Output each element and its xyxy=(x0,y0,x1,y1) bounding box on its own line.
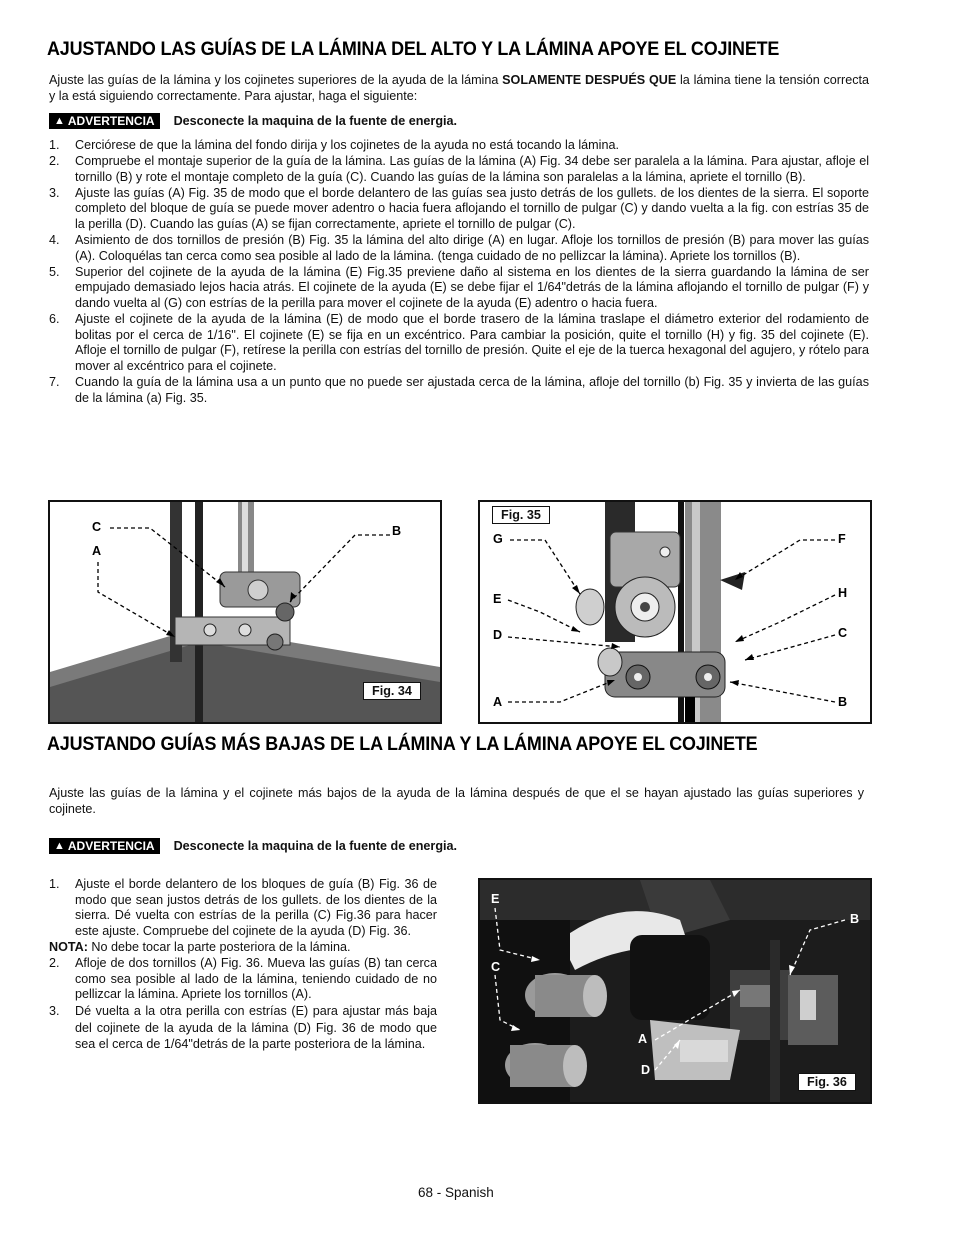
list-item: 7. Cuando la guía de la lámina usa a un punto que no puede ser ajustada cerca de la lámina, afloje del tornillo (b) Fig. 35 y invierta de las guías de la lámina (a) Fig. 35. xyxy=(49,374,869,405)
section1-title: AJUSTANDO LAS GUÍAS DE LA LÁMINA DEL ALTO Y LA LÁMINA APOYE EL COJINETE xyxy=(47,38,780,60)
warning-triangle-icon: ▲ xyxy=(54,115,65,127)
section1-warning xyxy=(49,113,457,129)
fig34-callout-b: B xyxy=(392,524,402,538)
fig36-callout-b: B xyxy=(850,912,860,926)
fig36-callout-a: A xyxy=(638,1032,648,1046)
list-item: 5. Superior del cojinete de la ayuda de la lámina (E) Fig.35 previene daño al sistema en los dientes de la sierra guardando la lámina de ser empujado demasiado lejos hacia atrás. El cojinete de la ayuda (E) se debe fijar el 1/64"detrás de la lámina aflojando el tornillo de pulgar (F) y dando vuelta al (G) con estrías de la perilla para mover el cojinete de la ayuda (E) adentro o hacia fuera. xyxy=(49,264,869,310)
fig35-callout-g: G xyxy=(493,532,503,546)
fig36-label: Fig. 36 xyxy=(798,1073,856,1091)
section2-intro: Ajuste las guías de la lámina y el cojinete más bajos de la ayuda de la lámina después de que el se hayan ajustado las guías superiores y cojinete. xyxy=(49,786,864,816)
warning-triangle-icon: ▲ xyxy=(54,840,65,852)
fig36-callout-e: E xyxy=(491,892,500,906)
section1-intro: Ajuste las guías de la lámina y los cojinetes superiores de la ayuda de la lámina SOLAMENTE DESPUÉS QUE la lámina tiene la tensión correcta y la está siguiendo correctamente. Para ajustar, haga el siguiente: xyxy=(49,73,869,103)
section1-steps xyxy=(49,138,869,407)
fig35-callout-c: C xyxy=(838,626,848,640)
fig34-photo xyxy=(48,500,442,724)
fig34-callout-c: C xyxy=(92,520,102,534)
page-footer: 68 - Spanish xyxy=(418,1185,494,1200)
section2-title: AJUSTANDO GUÍAS MÁS BAJAS DE LA LÁMINA Y LA LÁMINA APOYE EL COJINETE xyxy=(47,733,758,755)
fig36-callout-c: C xyxy=(491,960,501,974)
warning-badge: ▲ ADVERTENCIA xyxy=(49,113,160,129)
fig35-callout-d: D xyxy=(493,628,503,642)
fig35-photo xyxy=(478,500,872,724)
list-item: 2. Afloje de dos tornillos (A) Fig. 36. Mueva las guías (B) tan cerca como sea posible al lado de la lámina, teniendo cuidado de no pellizcar la lámina. Apriete los tornillos (A). xyxy=(49,955,437,1002)
section2-steps xyxy=(49,877,437,1053)
fig36-photo xyxy=(478,878,872,1104)
fig35-illustration xyxy=(480,502,870,722)
fig35-callout-b: B xyxy=(838,695,848,709)
note: NOTA: No debe tocar la parte posteriora de la lámina. xyxy=(49,939,351,954)
warning-text: Desconecte la maquina de la fuente de energia. xyxy=(173,839,458,853)
list-item: 2. Compruebe el montaje superior de la guía de la lámina. Las guías de la lámina (A) Fig. 34 debe ser paralela a la lámina. Para ajustar, afloje el tornillo (B) y rote el montaje completo de la guía (C). Cuando las guías de la lámina son paralelas a la lámina, apriete el tornillo (B). xyxy=(49,154,869,184)
fig35-callout-e: E xyxy=(493,592,502,606)
warning-text: Desconecte la maquina de la fuente de energia. xyxy=(173,114,458,128)
list-item: 3. Ajuste las guías (A) Fig. 35 de modo que el borde delantero de las guías sea justo detrás de los gullets. de los dientes de la sierra. El soporte completo del bloque de guía se puede mover adentro o hacia fuera aflojando el tornillo de pulgar (C) y dando vuelta a la fig. con estrías 35 de la perilla (D). Cuando las guías (A) se fijan correctamente, apriete el tornillo de pulgar (C). xyxy=(49,185,869,231)
list-item: 4. Asimiento de dos tornillos de presión (B) Fig. 35 la lámina del alto dirige (A) en lugar. Afloje los tornillos de presión (B) para mover las guías (A). Coloquélas tan cerca como sea posible al lado de la lámina. (tenga cuidado de no pellizcar la lámina). Apriete los tornillos (B). xyxy=(49,233,869,263)
fig34-callout-a: A xyxy=(92,544,102,558)
fig34-label: Fig. 34 xyxy=(363,682,421,700)
list-item: 1. Ajuste el borde delantero de los bloques de guía (B) Fig. 36 de modo que sean justos detrás de los gullets. de los dientes de la sierra. Dé vuelta con estrías de la perilla (C) Fig.36 para hacer este ajuste. Compruebe del cojinete de la ayuda (D) Fig. 36. xyxy=(49,877,437,938)
list-item: 3. Dé vuelta a la otra perilla con estrías (E) para ajustar más baja del cojinete de la ayuda de la lámina (D) Fig. 36 de modo que sea el cerca de 1/64"detrás de la parte posteriora de la lámina. xyxy=(49,1004,437,1051)
list-item: 6. Ajuste el cojinete de la ayuda de la lámina (E) de modo que el borde trasero de la lámina traslape el diámetro exterior del rodamiento de bolitas por el cerca de 1/16". El cojinete (E) se fija en un excéntrico. Para cambiar la posición, quite el tornillo (H) y fig. 35 del cojinete (E). Afloje el tornillo de pulgar (F), retírese la perilla con estrías del tornillo de presión. Quite el eje de la tuerca hexagonal del agujero, y rótelo para mover al excéntrico para el cojinete. xyxy=(49,312,869,373)
fig36-callout-d: D xyxy=(641,1063,651,1077)
section2-warning xyxy=(49,838,457,854)
fig35-callout-f: F xyxy=(838,532,846,546)
fig35-callout-a: A xyxy=(493,695,503,709)
fig35-callout-h: H xyxy=(838,586,848,600)
warning-badge: ▲ ADVERTENCIA xyxy=(49,838,160,854)
fig36-illustration xyxy=(480,880,870,1102)
list-item: 1. Cerciórese de que la lámina del fondo dirija y los cojinetes de la ayuda no está tocando la lámina. xyxy=(49,138,619,152)
fig35-label: Fig. 35 xyxy=(492,506,550,524)
